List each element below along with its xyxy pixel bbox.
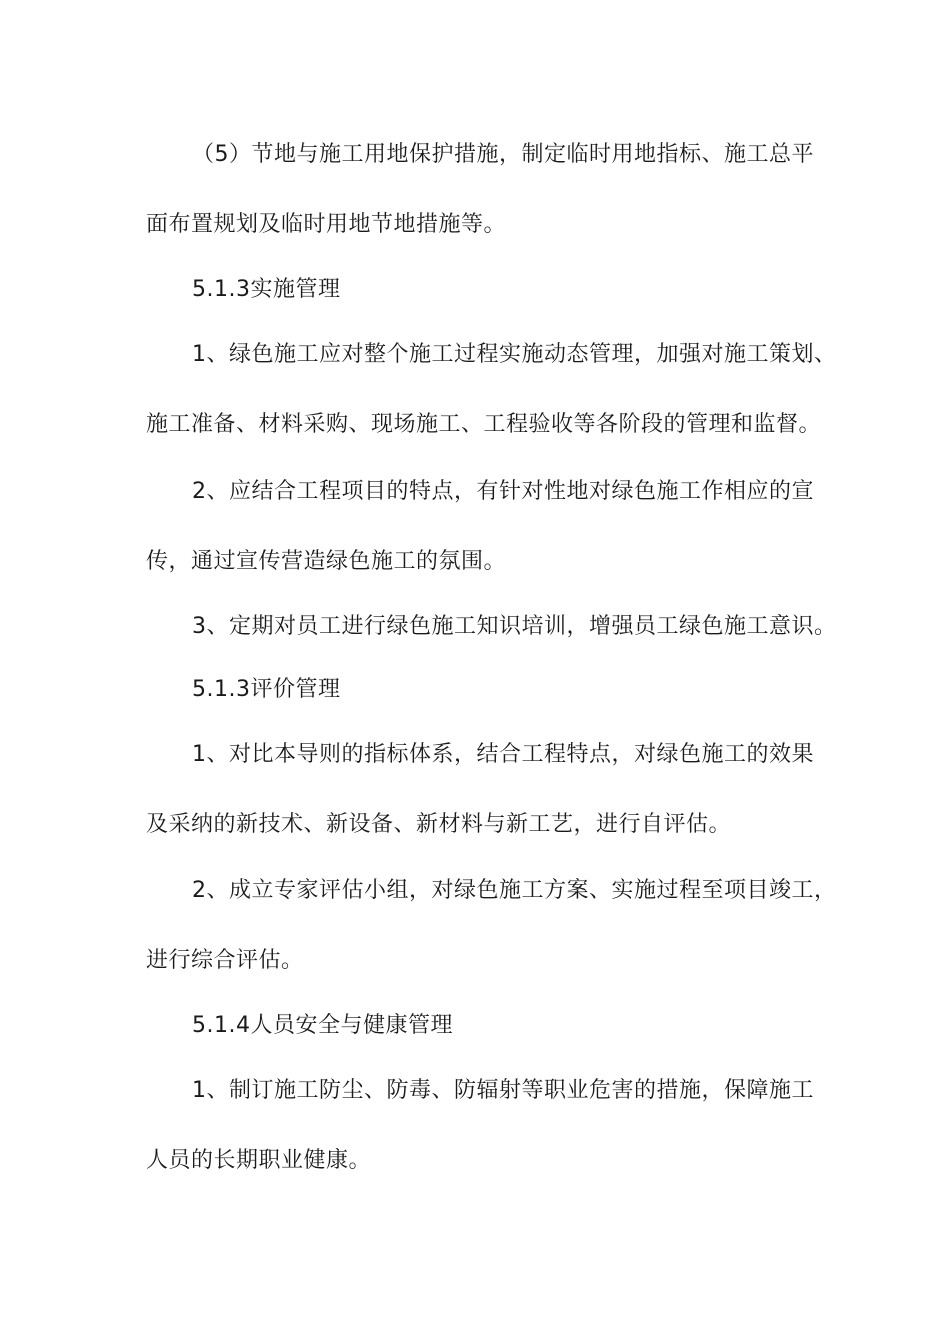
paragraph-line: 面布置规划及临时用地节地措施等。 bbox=[146, 212, 507, 237]
paragraph-line: 进行综合评估。 bbox=[146, 948, 304, 973]
paragraph-line: 3、定期对员工进行绿色施工知识培训，增强员工绿色施工意识。 bbox=[192, 614, 837, 639]
paragraph-line: 2、成立专家评估小组，对绿色施工方案、实施过程至项目竣工， bbox=[192, 878, 837, 903]
paragraph-line: 施工准备、材料采购、现场施工、工程验收等各阶段的管理和监督。 bbox=[146, 412, 822, 437]
section-heading: 5.1.4人员安全与健康管理 bbox=[192, 1013, 453, 1038]
paragraph-line: 1、对比本导则的指标体系，结合工程特点，对绿色施工的效果 bbox=[192, 742, 814, 767]
paragraph-line: 1、绿色施工应对整个施工过程实施动态管理，加强对施工策划、 bbox=[192, 342, 837, 367]
paragraph-line: 2、应结合工程项目的特点，有针对性地对绿色施工作相应的宣 bbox=[192, 479, 814, 504]
section-heading: 5.1.3评价管理 bbox=[192, 677, 341, 702]
paragraph-line: （5）节地与施工用地保护措施，制定临时用地指标、施工总平 bbox=[192, 142, 814, 167]
section-heading: 5.1.3实施管理 bbox=[192, 277, 341, 302]
paragraph-line: 传，通过宣传营造绿色施工的氛围。 bbox=[146, 549, 507, 574]
paragraph-line: 及采纳的新技术、新设备、新材料与新工艺，进行自评估。 bbox=[146, 812, 732, 837]
paragraph-line: 人员的长期职业健康。 bbox=[146, 1148, 372, 1173]
paragraph-line: 1、制订施工防尘、防毒、防辐射等职业危害的措施，保障施工 bbox=[192, 1078, 814, 1103]
